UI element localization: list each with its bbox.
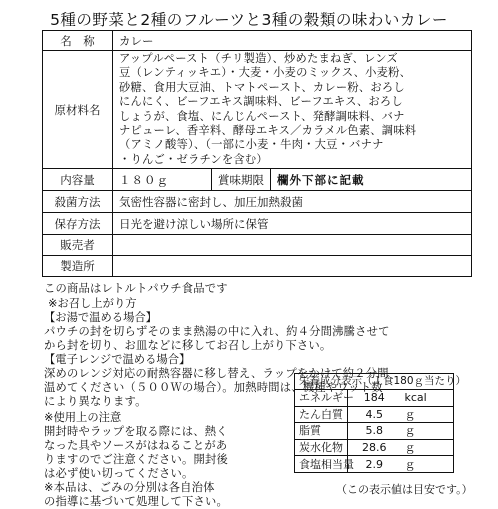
nutrient-value: 5.8 [348, 423, 401, 440]
ingredients-key: 原材料名 [43, 51, 113, 169]
capacity-value: １８０ｇ [119, 172, 169, 187]
microwave-header: 【電子レンジで温める場合】 [44, 353, 191, 366]
ingredients-line: 豆（レンティッキエ）・大麦・小麦のミックス、小麦粉、 [119, 66, 412, 80]
caution-line: は必ず使い切ってください。 [44, 467, 194, 480]
nutrient-name: エネルギー [295, 390, 348, 407]
nutrition-row [295, 390, 454, 407]
nutrient-value: 2.9 [348, 456, 401, 473]
storage-key: 保存方法 [43, 213, 113, 235]
ingredients-line: ナピューレ、香辛料、酵母エキス／カラメル色素、調味料 [119, 123, 417, 137]
nutrient-value: 28.6 [348, 439, 401, 456]
microwave-line: 深めのレンジ対応の耐熱容器に移し替え、ラップをかけて約２分間 [44, 367, 389, 380]
nutrient-name: 炭水化物 [295, 439, 348, 456]
seller-value [113, 235, 472, 256]
hot-water-header: 【お湯で温める場合】 [44, 311, 157, 324]
caution-line: りますのでご注意ください。開封後 [44, 453, 228, 466]
row-maker [43, 256, 472, 277]
maker-key: 製造所 [43, 256, 113, 277]
nutrient-unit: ｇ [401, 439, 454, 456]
nutrient-value: 184 [348, 390, 401, 407]
nutrition-header: 栄養成分表示（１食180ｇ当たり） [295, 374, 454, 390]
nutrient-name: 食塩相当量 [295, 456, 348, 473]
hot-water-line: パウチの封を切らずそのまま熱湯の中に入れ、約４分間沸騰させて [44, 325, 390, 338]
ingredients-line: にんにく、ビーフエキス調味料、ビーフエキス、おろし [119, 95, 403, 109]
ingredients-line: しょうが、食塩、にんじんペースト、発酵調味料、バナ [119, 109, 405, 123]
ingredients-line: （アミノ酸等）、（一部に小麦・牛肉・大豆・バナナ [119, 138, 384, 152]
serve-header: ※お召し上がり方 [48, 297, 137, 310]
storage-value: 日光を避け涼しい場所に保管 [113, 213, 472, 235]
nutrition-row [295, 439, 454, 456]
nutrient-unit: ｇ [401, 423, 454, 440]
product-title: 5種の野菜と2種のフルーツと3種の穀類の味わいカレー [50, 11, 448, 29]
sterilization-value: 気密性容器に密封し、加圧加熱殺菌 [113, 191, 472, 213]
row-capacity [43, 169, 472, 191]
nutrient-name: たん白質 [295, 406, 348, 423]
microwave-line: により異なります。 [44, 395, 147, 408]
name-key: 名 称 [43, 31, 113, 51]
row-storage [43, 213, 472, 235]
ingredients-line: アップルペースト（チリ製造）、炒めたまねぎ、レンズ [119, 51, 398, 65]
name-value: カレー [113, 31, 472, 51]
row-seller [43, 235, 472, 256]
caution-line: ※本品は、ごみの分別は各自治体 [44, 481, 215, 494]
caution-header: ※使用上の注意 [44, 411, 122, 424]
hot-water-line: から封を切り、お皿などに移してお召し上がり下さい。 [44, 339, 332, 352]
sterilization-key: 殺菌方法 [43, 191, 113, 213]
expiry-key: 賞味期限 [218, 172, 264, 187]
row-sterilization [43, 191, 472, 213]
maker-value [113, 256, 472, 277]
microwave-line: 温めてください（５００Ｗの場合）。加熱時間は、機種やワット数 [44, 381, 383, 394]
nutrition-row [295, 456, 454, 473]
caution-line: 開封時やラップを取る際には、熱く [44, 425, 228, 438]
capacity-key: 内容量 [43, 169, 113, 191]
ingredients-line: ・りんご・ゼラチンを含む） [119, 152, 268, 166]
nutrient-unit: ｇ [401, 456, 454, 473]
ingredients-value [113, 51, 472, 169]
row-name [43, 31, 472, 51]
ingredients-line: 砂糖、食用大豆油、トマトペースト、カレー粉、おろし [119, 80, 405, 94]
seller-key: 販売者 [43, 235, 113, 256]
nutrient-unit: kcal [401, 390, 454, 407]
nutrition-row [295, 423, 454, 440]
row-ingredients [43, 51, 472, 169]
nutrient-value: 4.5 [348, 406, 401, 423]
nutrition-table [294, 373, 467, 473]
nutrition-footnote: （この表示値は目安です。） [336, 483, 473, 496]
retort-note: この商品はレトルトパウチ食品です [44, 282, 228, 295]
nutrient-name: 脂質 [295, 423, 348, 440]
label-table [42, 30, 472, 277]
caution-line: なった具やソースがはねることがあ [44, 439, 228, 452]
nutrition-row [295, 406, 454, 423]
nutrient-unit: ｇ [401, 406, 454, 423]
expiry-value: 欄外下部に記載 [277, 172, 365, 187]
caution-line: の指導に基づいて処理して下さい。 [44, 495, 228, 508]
